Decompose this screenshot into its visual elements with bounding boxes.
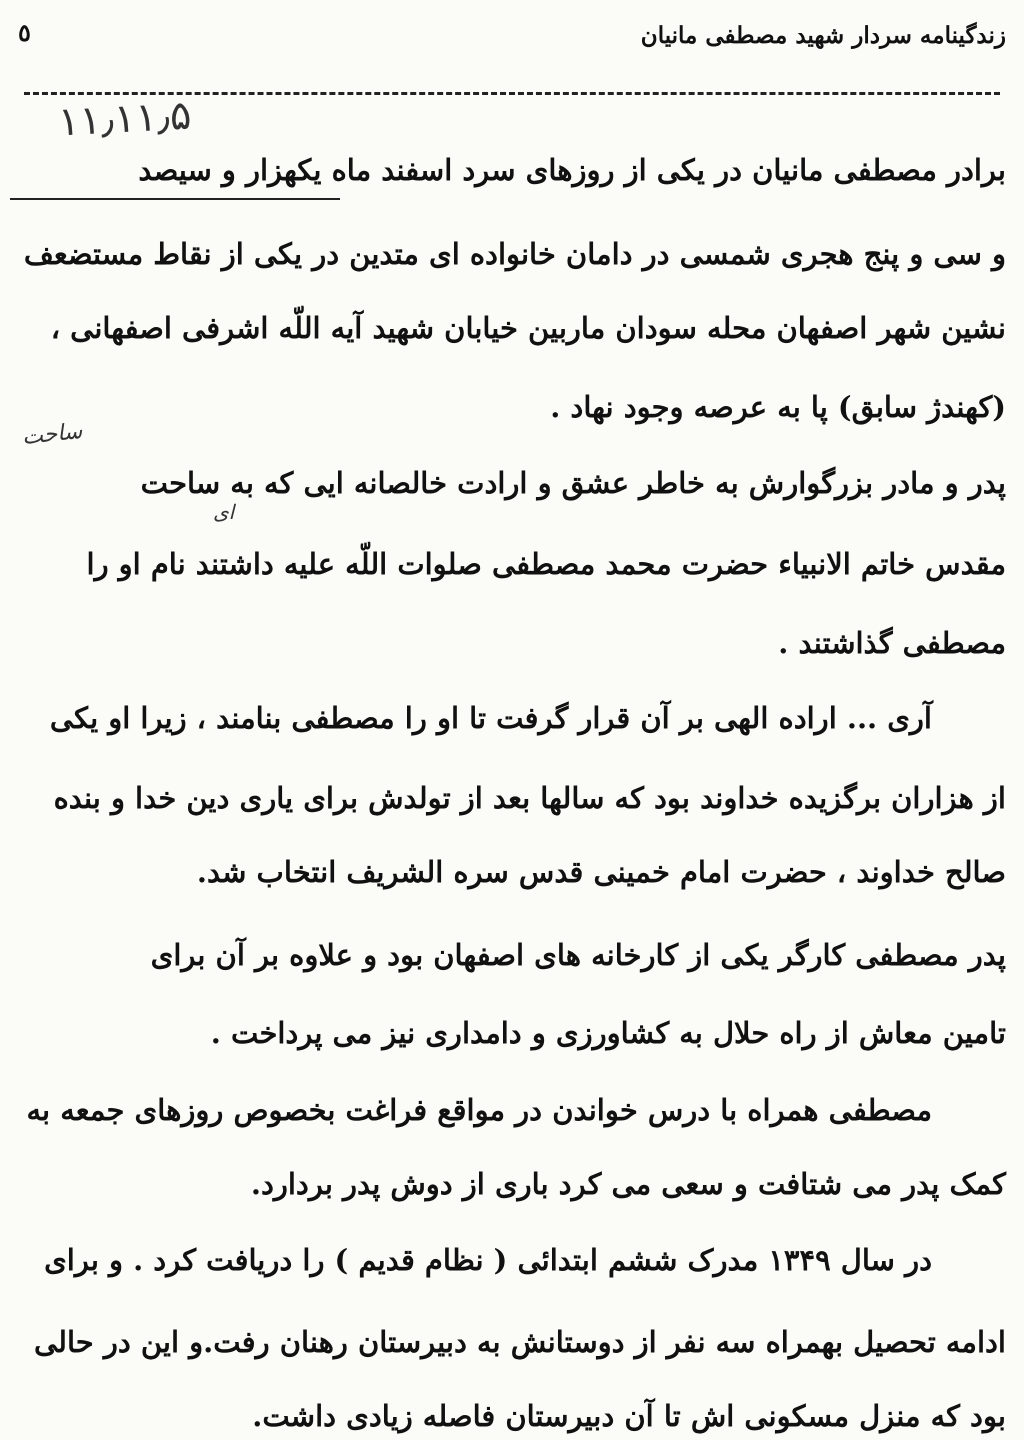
body-line-16: ادامه تحصیل بهمراه سه نفر از دوستانش به دبیرستان رهنان رفت.و این در حالی [33,1325,1006,1359]
body-line-4: (کهندژ سابق) پا به عرصه وجود نهاد . [550,390,1006,424]
body-line-6: مقدس خاتم الانبیاء حضرت محمد مصطفی صلوات اللّه علیه داشتند نام او را [86,547,1006,581]
handwritten-insert-mark: ای [213,500,235,524]
body-line-15: در سال ۱۳۴۹ مدرک ششم ابتدائی ( نظام قدیم ) را دریافت کرد . و برای [44,1243,932,1277]
handwritten-margin-note: ساحت [20,418,84,451]
body-line-2: و سی و پنج هجری شمسی در دامان خانواده ای متدین در یکی از نقاط مستضعف [23,237,1006,271]
body-line-10: صالح خداوند ، حضرت امام خمینی قدس سره الشریف انتخاب شد. [196,855,1006,889]
header-title: زندگینامه سردار شهید مصطفی مانیان [640,22,1006,49]
body-line-1: برادر مصطفی مانیان در یکی از روزهای سرد اسفند ماه یکهزار و سیصد [138,153,1006,187]
body-line-12: تامین معاش از راه حلال به کشاورزی و دامداری نیز می پرداخت . [210,1016,1006,1050]
body-line-8: آری ... اراده الهی بر آن قرار گرفت تا او را مصطفی بنامند ، زیرا او یکی [49,701,932,735]
page-number: ٥ [18,18,31,47]
body-line-7: مصطفی گذاشتند . [778,626,1006,660]
body-line-17: بود که منزل مسکونی اش تا آن دبیرستان فاصله زیادی داشت. [252,1399,1006,1433]
body-line-9: از هزاران برگزیده خداوند بود که سالها بعد از تولدش برای یاری دین خدا و بنده [53,781,1006,815]
handwritten-date: ۱۱٫۱۱٫۵ [56,92,193,146]
body-line-14: کمک پدر می شتافت و سعی می کرد باری از دوش پدر بردارد. [250,1167,1006,1201]
body-line-11: پدر مصطفی کارگر یکی از کارخانه های اصفهان بود و علاوه بر آن برای [150,938,1006,972]
body-line-5: پدر و مادر بزرگوارش به خاطر عشق و ارادت خالصانه ایی که به ساحت [140,466,1006,500]
text-underline [10,198,340,200]
body-line-3: نشین شهر اصفهان محله سودان ماربین خیابان شهید آیه اللّه اشرفی اصفهانی ، [50,311,1006,345]
body-line-13: مصطفی همراه با درس خواندن در مواقع فراغت بخصوص روزهای جمعه به [26,1093,932,1127]
